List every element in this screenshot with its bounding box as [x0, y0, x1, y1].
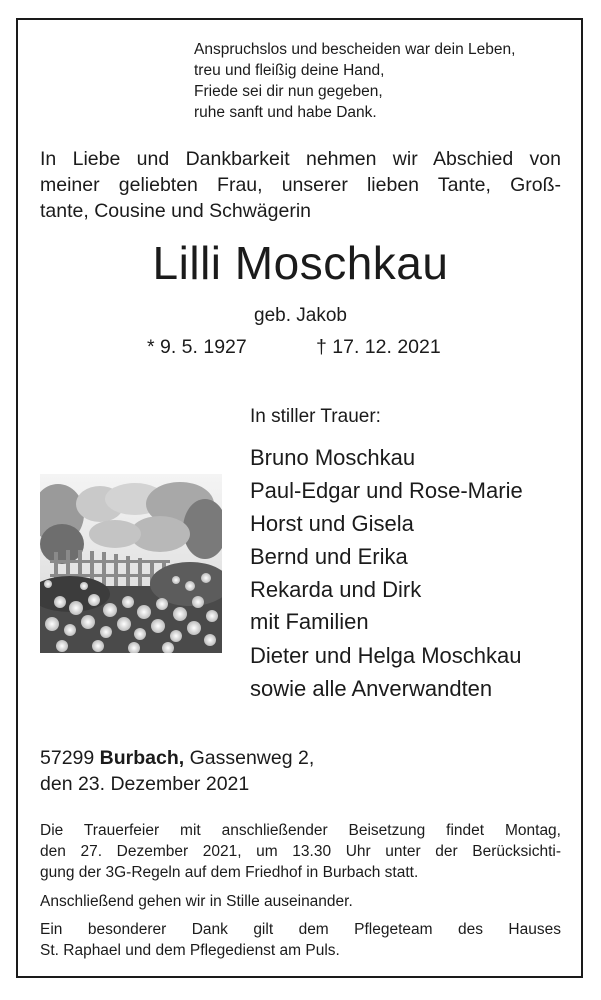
address-date: den 23. Dezember 2021	[40, 773, 250, 795]
mourner-name: Horst und Gisela	[250, 511, 414, 536]
poem-line: treu und fleißig deine Hand,	[194, 62, 385, 79]
thanks-notice	[40, 919, 561, 961]
intro-text	[40, 146, 561, 224]
mourner-name: Bruno Moschkau	[250, 445, 416, 470]
mourner-name: Bernd und Erika	[250, 544, 408, 569]
funeral-line: Die Trauerfeier mit anschließender Beisetzung findet Montag,	[40, 822, 561, 839]
mourner-name: Rekarda und Dirk	[250, 577, 422, 602]
address-street: Gassenweg 2,	[189, 747, 315, 769]
poem-line: Anspruchslos und bescheiden war dein Leben,	[194, 41, 516, 58]
address-zip: 57299	[40, 747, 95, 769]
poem-line: Friede sei dir nun gegeben,	[194, 83, 383, 100]
deceased-name: Lilli Moschkau	[152, 237, 449, 289]
thanks-line: Ein besonderer Dank gilt dem Pflegeteam des Hauses	[40, 921, 561, 938]
address-city: Burbach,	[99, 747, 185, 769]
funeral-line: den 27. Dezember 2021, um 13.30 Uhr unter der Berücksichti-	[40, 843, 561, 860]
death-date: † 17. 12. 2021	[316, 336, 441, 358]
after-line: Anschließend gehen wir in Stille auseinander.	[40, 893, 353, 910]
mourners-heading: In stiller Trauer:	[250, 406, 381, 427]
maiden-name: geb. Jakob	[254, 305, 347, 326]
garden-picture	[40, 474, 222, 653]
birth-date: * 9. 5. 1927	[147, 336, 247, 358]
thanks-line: St. Raphael und dem Pflegedienst am Puls.	[40, 942, 340, 959]
intro-line: In Liebe und Dankbarkeit nehmen wir Abschied von	[40, 148, 561, 170]
poem-line: ruhe sanft und habe Dank.	[194, 104, 377, 121]
after-notice	[40, 891, 561, 912]
intro-line: tante, Cousine und Schwägerin	[40, 200, 312, 222]
mourner-name: sowie alle Anverwandten	[250, 676, 493, 701]
mourner-name: Dieter und Helga Moschkau	[250, 643, 522, 668]
address-line	[40, 747, 314, 770]
mourner-name: Paul-Edgar und Rose-Marie	[250, 478, 523, 503]
funeral-notice	[40, 820, 561, 883]
mourner-name: mit Familien	[250, 609, 369, 634]
intro-line: meiner geliebten Frau, unserer lieben Tante, Groß-	[40, 174, 561, 196]
funeral-line: gung der 3G-Regeln auf dem Friedhof in Burbach statt.	[40, 864, 419, 881]
